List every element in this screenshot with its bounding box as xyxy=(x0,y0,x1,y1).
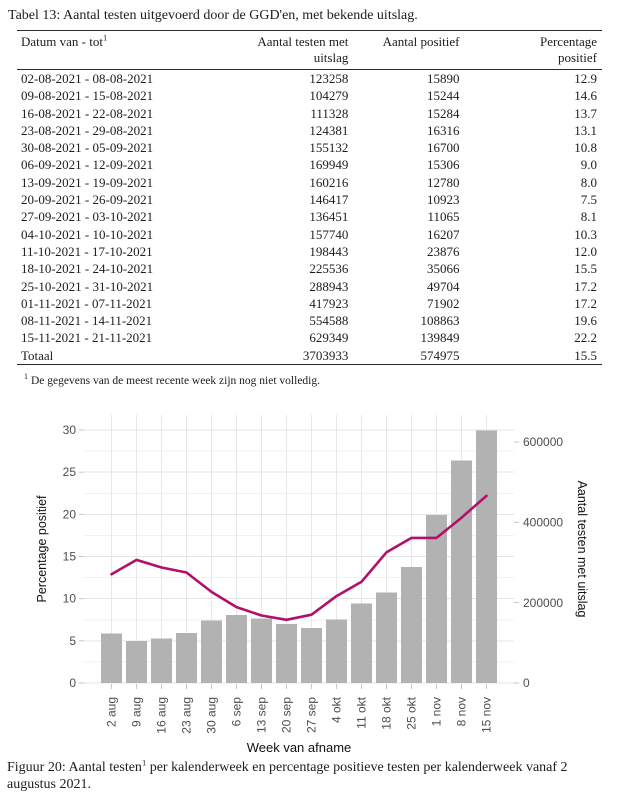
cell-positive: 574975 xyxy=(353,347,464,365)
tests-bar xyxy=(226,615,247,683)
cell-positive: 16700 xyxy=(427,140,460,156)
x-tick-label: 23 aug xyxy=(179,697,194,734)
tests-bar xyxy=(201,621,222,683)
table-row xyxy=(17,260,602,277)
table-row xyxy=(17,122,602,139)
x-axis-title: Week van afname xyxy=(246,740,352,755)
cell-tests: 169949 xyxy=(309,157,349,173)
x-tick-label: 6 sep xyxy=(229,697,244,727)
table-total-row xyxy=(17,347,602,365)
x-tick-label: 1 nov xyxy=(429,697,444,727)
y-tick-label-left: 30 xyxy=(62,423,76,438)
y-tick-label-left: 0 xyxy=(69,676,76,691)
table-row xyxy=(17,87,602,104)
cell-period: 13-09-2021 - 19-09-2021 xyxy=(21,174,154,190)
cell-percentage: 12.0 xyxy=(574,243,597,259)
cell-tests: 160216 xyxy=(309,174,349,190)
cell-tests: 146417 xyxy=(309,192,349,208)
cell-percentage: 9.0 xyxy=(580,157,597,173)
x-tick-label: 11 okt xyxy=(354,697,369,729)
cell-percentage: 17.2 xyxy=(574,295,597,311)
cell-period: 15-11-2021 - 21-11-2021 xyxy=(21,330,153,346)
tests-bar xyxy=(476,430,497,683)
cell-period: 16-08-2021 - 22-08-2021 xyxy=(21,105,154,121)
caption-text: per kalenderweek en percentage positieve testen per kalenderweek vanaf 2 augustus 2021. xyxy=(7,760,568,792)
cell-percentage: 19.6 xyxy=(574,313,597,329)
tests-table-wrap xyxy=(17,30,602,365)
cell-period: 01-11-2021 - 07-11-2021 xyxy=(21,295,153,311)
table-row xyxy=(17,191,602,208)
table-header-row xyxy=(17,31,602,70)
y-tick-label-right: 200000 xyxy=(523,595,564,610)
tests-bar xyxy=(251,619,272,683)
cell-positive: 49704 xyxy=(427,278,460,294)
cell-positive: 10923 xyxy=(427,192,460,208)
cell-positive: 139849 xyxy=(420,330,460,346)
cell-percentage: 7.5 xyxy=(580,192,597,208)
cell-tests: 3703933 xyxy=(228,347,354,365)
table-row xyxy=(17,295,602,312)
x-tick-label: 4 okt xyxy=(329,697,344,724)
table-row xyxy=(17,139,602,156)
cell-positive: 108863 xyxy=(420,313,460,329)
cell-percentage: 8.1 xyxy=(580,209,597,225)
cell-period: 04-10-2021 - 10-10-2021 xyxy=(21,226,154,242)
y-tick-label-right: 600000 xyxy=(523,435,564,450)
tests-table xyxy=(17,30,602,365)
x-tick-label: 20 sep xyxy=(279,697,294,734)
cell-percentage: 10.3 xyxy=(574,226,597,242)
cell-positive: 15244 xyxy=(427,88,460,104)
tests-bar xyxy=(426,515,447,683)
footnote-marker: 1 xyxy=(24,372,28,382)
table-row xyxy=(17,174,602,191)
cell-tests: 554588 xyxy=(309,313,349,329)
cell-percentage: 15.5 xyxy=(574,261,597,277)
cell-period: 02-08-2021 - 08-08-2021 xyxy=(21,71,154,86)
col-header-positive xyxy=(353,31,464,70)
cell-tests: 288943 xyxy=(309,278,349,294)
cell-period: 25-10-2021 - 31-10-2021 xyxy=(21,278,154,294)
tests-positivity-chart xyxy=(0,402,628,758)
cell-period: 23-08-2021 - 29-08-2021 xyxy=(21,122,154,138)
cell-tests: 157740 xyxy=(309,226,349,242)
tests-bar xyxy=(301,628,322,683)
footnote-marker: 1 xyxy=(102,32,108,43)
cell-percentage: 13.1 xyxy=(574,122,597,138)
cell-period: 06-09-2021 - 12-09-2021 xyxy=(21,157,154,173)
cell-tests: 104279 xyxy=(309,88,349,104)
table-title: Tabel 13: Aantal testen uitgevoerd door de GGD'en, met bekende uitslag. xyxy=(8,8,418,23)
cell-tests: 198443 xyxy=(309,243,349,259)
tests-bar xyxy=(401,567,422,683)
x-tick-label: 2 aug xyxy=(104,697,119,728)
x-tick-label: 15 nov xyxy=(479,697,494,734)
cell-period: 20-09-2021 - 26-09-2021 xyxy=(21,192,154,208)
tests-bar xyxy=(126,641,147,683)
cell-positive: 15284 xyxy=(427,105,460,121)
table-row xyxy=(17,70,602,88)
cell-positive: 15306 xyxy=(427,157,460,173)
cell-tests: 225536 xyxy=(309,261,349,277)
footnote-marker: 1 xyxy=(141,757,147,768)
cell-tests: 136451 xyxy=(309,209,349,225)
y-tick-label-right: 0 xyxy=(523,676,530,691)
cell-period: 11-10-2021 - 17-10-2021 xyxy=(21,243,153,259)
table-footnote xyxy=(24,372,320,387)
cell-period: Totaal xyxy=(17,347,228,365)
cell-positive: 23876 xyxy=(427,243,460,259)
cell-period: 18-10-2021 - 24-10-2021 xyxy=(21,261,154,277)
cell-positive: 71902 xyxy=(427,295,460,311)
cell-percentage: 13.7 xyxy=(574,105,597,121)
cell-percentage: 22.2 xyxy=(574,330,597,346)
tests-bar xyxy=(101,634,122,683)
x-tick-label: 16 aug xyxy=(154,697,169,734)
tests-bar xyxy=(376,592,397,683)
cell-tests: 417923 xyxy=(309,295,349,311)
cell-period: 08-11-2021 - 14-11-2021 xyxy=(21,313,153,329)
col-header-datum-label: Datum van - tot xyxy=(21,34,103,49)
tests-bar xyxy=(351,603,372,683)
table-row xyxy=(17,312,602,329)
cell-tests: 123258 xyxy=(309,71,349,86)
cell-positive: 12780 xyxy=(427,174,460,190)
y-tick-label-right: 400000 xyxy=(523,515,564,530)
table-row xyxy=(17,105,602,122)
x-tick-label: 8 nov xyxy=(454,697,469,727)
figure-caption xyxy=(7,757,615,793)
cell-percentage: 8.0 xyxy=(580,174,597,190)
table-row xyxy=(17,243,602,260)
table-row xyxy=(17,156,602,173)
table-row xyxy=(17,226,602,243)
footnote-text: De gegevens van de meest recente week zijn nog niet volledig. xyxy=(31,375,320,387)
cell-positive: 16316 xyxy=(427,122,460,138)
y-tick-label-left: 25 xyxy=(62,465,76,480)
col-header-percentage-label: Percentage positief xyxy=(539,34,597,65)
cell-period: 30-08-2021 - 05-09-2021 xyxy=(21,140,154,156)
cell-positive: 15890 xyxy=(427,71,460,86)
x-tick-label: 30 aug xyxy=(204,697,219,734)
y-tick-label-left: 15 xyxy=(62,549,76,564)
col-header-percentage xyxy=(465,31,603,70)
tests-bar xyxy=(151,638,172,683)
x-tick-label: 13 sep xyxy=(254,697,269,734)
y-axis-title-right: Aantal testen met uitslag xyxy=(575,480,589,618)
cell-period: 09-08-2021 - 15-08-2021 xyxy=(21,88,154,104)
tests-bar xyxy=(326,620,347,683)
x-tick-label: 27 sep xyxy=(304,697,319,734)
tests-bar xyxy=(276,624,297,683)
col-header-positive-label: Aantal positief xyxy=(382,34,460,49)
y-tick-label-left: 5 xyxy=(69,633,76,648)
x-tick-label: 18 okt xyxy=(379,697,394,730)
col-header-tests-label: Aantal testen met uitslag xyxy=(257,34,349,65)
cell-positive: 11065 xyxy=(427,209,460,225)
col-header-tests xyxy=(228,31,354,70)
cell-percentage: 17.2 xyxy=(574,278,597,294)
cell-positive: 35066 xyxy=(427,261,460,277)
cell-percentage: 15.5 xyxy=(465,347,603,365)
cell-percentage: 10.8 xyxy=(574,140,597,156)
table-row xyxy=(17,208,602,225)
col-header-datum xyxy=(17,31,228,70)
cell-tests: 629349 xyxy=(309,330,349,346)
table-row xyxy=(17,329,602,346)
x-tick-label: 25 okt xyxy=(404,697,419,730)
cell-period: 27-09-2021 - 03-10-2021 xyxy=(21,209,154,225)
cell-tests: 155132 xyxy=(309,140,349,156)
y-axis-title-left: Percentage positief xyxy=(35,495,49,603)
caption-text: Figuur 20: Aantal testen xyxy=(7,760,142,775)
cell-tests: 111328 xyxy=(310,105,349,121)
cell-percentage: 14.6 xyxy=(574,88,597,104)
cell-positive: 16207 xyxy=(427,226,460,242)
table-row xyxy=(17,278,602,295)
cell-percentage: 12.9 xyxy=(574,71,597,86)
cell-tests: 124381 xyxy=(309,122,349,138)
tests-bar xyxy=(451,460,472,683)
y-tick-label-left: 10 xyxy=(62,591,76,606)
y-tick-label-left: 20 xyxy=(62,507,76,522)
x-tick-label: 9 aug xyxy=(129,697,144,728)
tests-bar xyxy=(176,633,197,683)
